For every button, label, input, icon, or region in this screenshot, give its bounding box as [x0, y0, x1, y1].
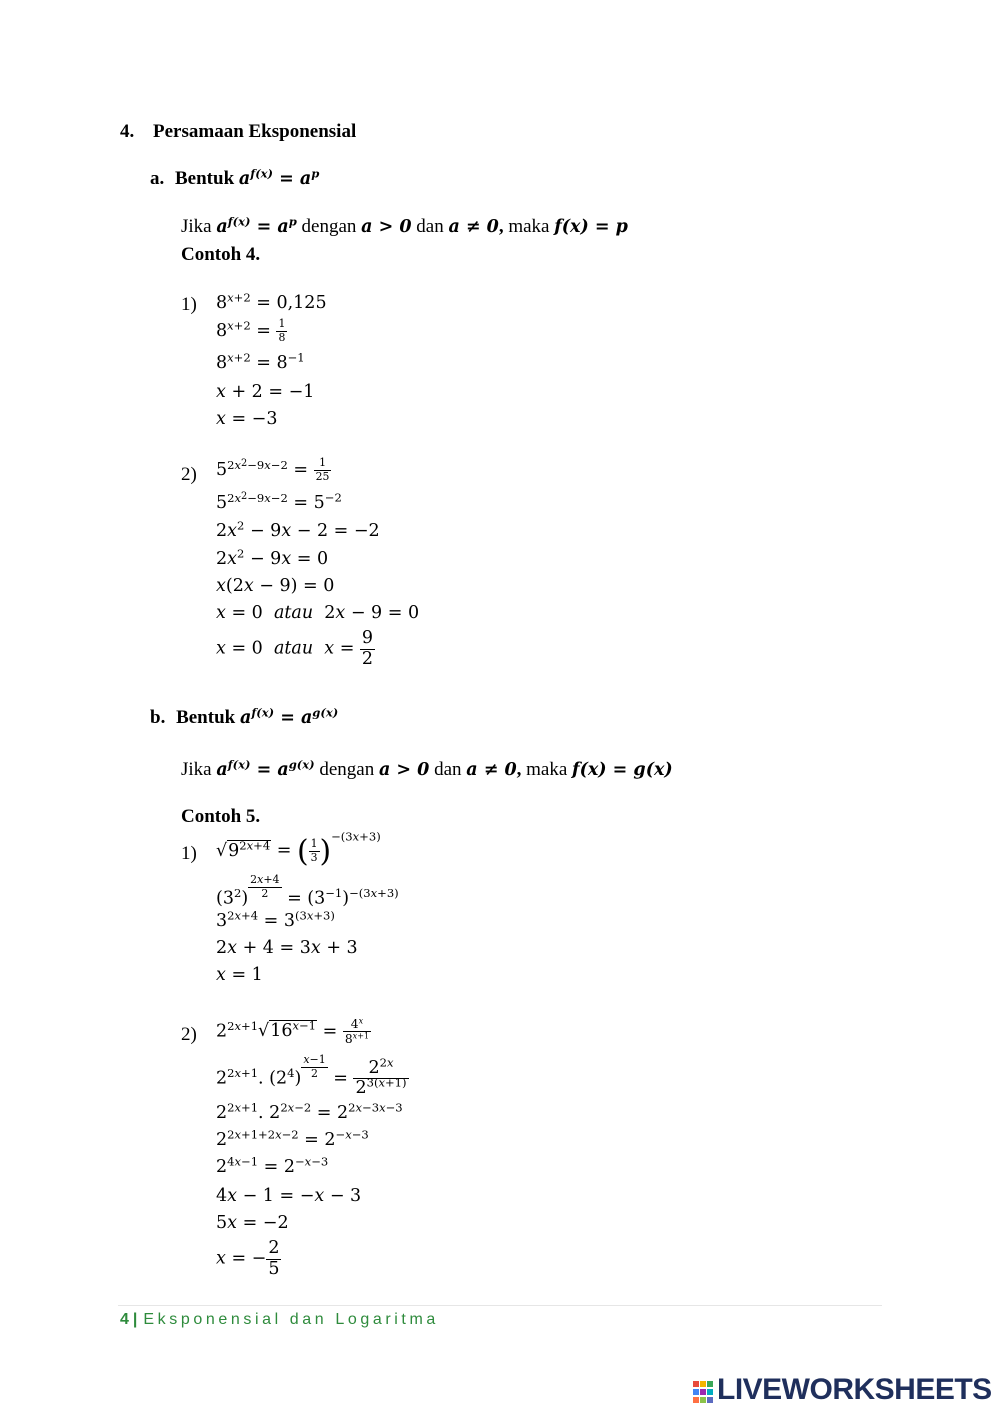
part-a-rule-jika: Jika	[181, 216, 212, 237]
part-b-heading	[150, 707, 338, 729]
footer-title: Eksponensial dan Logaritma	[143, 1311, 439, 1328]
footer-separator: |	[132, 1311, 138, 1328]
brand-name: LIVEWORKSHEETS	[717, 1373, 992, 1406]
part-b-heading-prefix: Bentuk	[176, 707, 236, 728]
section-heading	[120, 121, 356, 143]
part-a-rule-cond1: a > 0	[361, 217, 412, 237]
math-line: $5^{2x^2-9x-2} = 5^{-2}$	[216, 490, 342, 513]
math-line: $8^{x+2} = 0,125$	[216, 290, 327, 313]
part-a-rule-eq: $a^{f(x)} = a^p$	[216, 214, 297, 237]
part-b-rule-cond2: a ≠ 0	[466, 760, 517, 780]
math-line: x = −3	[216, 409, 278, 429]
math-line: x = 0 atau 2x − 9 = 0	[216, 603, 420, 623]
math-line: $2^{2x+1}√16^{x-1}$ = $\frac{4^x}{8^{x+1}}$	[216, 1015, 370, 1047]
math-line: $(3^2)$ $^{\frac{2x+4}{2}}$ = $(3^{-1})^{-(3x+3)}$	[216, 873, 399, 909]
part-a-item2-number: 2)	[181, 464, 197, 485]
part-a-rule-result: f(x) = p	[554, 217, 628, 237]
part-a-heading-formula: $a^{f(x)} = a^p$	[238, 166, 320, 189]
atau-word: atau	[273, 638, 314, 659]
math-line: $8^{x+2}$ = $\frac{1}{8}$	[216, 317, 286, 344]
math-line: $2^{2x+1}$. $(2^4)$ $^{\frac{x-1}{2}}$ = $\frac{2^{2x}}{2^{3(x+1)}}$	[216, 1053, 407, 1099]
math-line: 5x = −2	[216, 1213, 289, 1233]
part-b-rule-dan: dan	[434, 759, 462, 780]
part-b-rule-dengan: dengan	[319, 759, 375, 780]
part-a-label: a.	[150, 168, 165, 189]
part-b-label: b.	[150, 707, 166, 728]
math-line: $8^{x+2} = 8^{-1}$	[216, 350, 305, 373]
part-a-rule-cond2: a ≠ 0	[448, 217, 499, 237]
footer-page-number: 4	[120, 1311, 129, 1328]
part-b-heading-formula: $a^{f(x)} = a^{g(x)}$	[239, 705, 339, 728]
liveworksheets-brand	[693, 1372, 992, 1408]
math-line: x = 0 atau x = $\frac{9}{2}$	[216, 628, 374, 669]
math-line: 4x − 1 = −x − 3	[216, 1186, 362, 1206]
math-line: $2^{2x+1}$. $2^{2x-2} = 2^{2x-3x-3}$	[216, 1100, 403, 1123]
part-a-heading-prefix: Bentuk	[175, 168, 235, 189]
page-footer	[120, 1311, 439, 1329]
part-b-rule: Jika $a^{f(x)} = a^{g(x)}$ dengan a > 0 dan a ≠ 0, maka f(x) = g(x)	[181, 757, 673, 780]
part-a-item1-number: 1)	[181, 294, 197, 315]
math-line: 2x + 4 = 3x + 3	[216, 938, 358, 958]
math-line: x = − $\frac{2}{5}$	[216, 1238, 280, 1279]
math-line: $√9^{2x+4}$ = ( $\frac{1}{3}$ )$^{-(3x+3)}$	[216, 829, 381, 869]
section-title: Persamaan Eksponensial	[153, 121, 357, 142]
math-line: x + 2 = −1	[216, 382, 315, 402]
part-a-heading	[150, 168, 319, 190]
part-b-rule-jika: Jika	[181, 759, 212, 780]
math-line: $3^{2x+4} = 3^{(3x+3)}$	[216, 908, 335, 931]
math-line: x = 1	[216, 965, 263, 985]
part-a-rule-dan: dan	[416, 216, 444, 237]
part-a-rule: Jika $a^{f(x)} = a^p$ dengan a > 0 dan a ≠ 0, maka f(x) = p	[181, 214, 628, 237]
part-b-rule-maka: maka	[526, 759, 568, 780]
part-b-item1-number: 1)	[181, 843, 197, 864]
liveworksheets-logo-icon	[693, 1377, 715, 1403]
math-line: $2x^2 - 9x - 2 = -2$	[216, 518, 380, 541]
part-a-rule-maka: maka	[508, 216, 550, 237]
atau-word: atau	[273, 603, 314, 623]
part-b-rule-eq: $a^{f(x)} = a^{g(x)}$	[216, 757, 315, 780]
math-line: $2^{2x+1+2x-2} = 2^{-x-3}$	[216, 1127, 369, 1150]
part-b-item2-number: 2)	[181, 1024, 197, 1045]
part-b-example-title: Contoh 5.	[181, 806, 261, 827]
part-a-example-title: Contoh 4.	[181, 244, 261, 265]
part-b-rule-result: f(x) = g(x)	[572, 760, 673, 780]
math-line: $5^{2x^2-9x-2}$ = $\frac{1}{25}$	[216, 456, 330, 483]
math-line: x(2x − 9) = 0	[216, 576, 335, 596]
footer-divider	[118, 1305, 882, 1306]
math-line: $2x^2 - 9x = 0$	[216, 546, 329, 569]
part-b-rule-cond1: a > 0	[378, 760, 430, 780]
math-line: $2^{4x-1} = 2^{-x-3}$	[216, 1154, 329, 1177]
part-a-rule-dengan: dengan	[301, 216, 357, 237]
section-number: 4.	[120, 121, 135, 142]
